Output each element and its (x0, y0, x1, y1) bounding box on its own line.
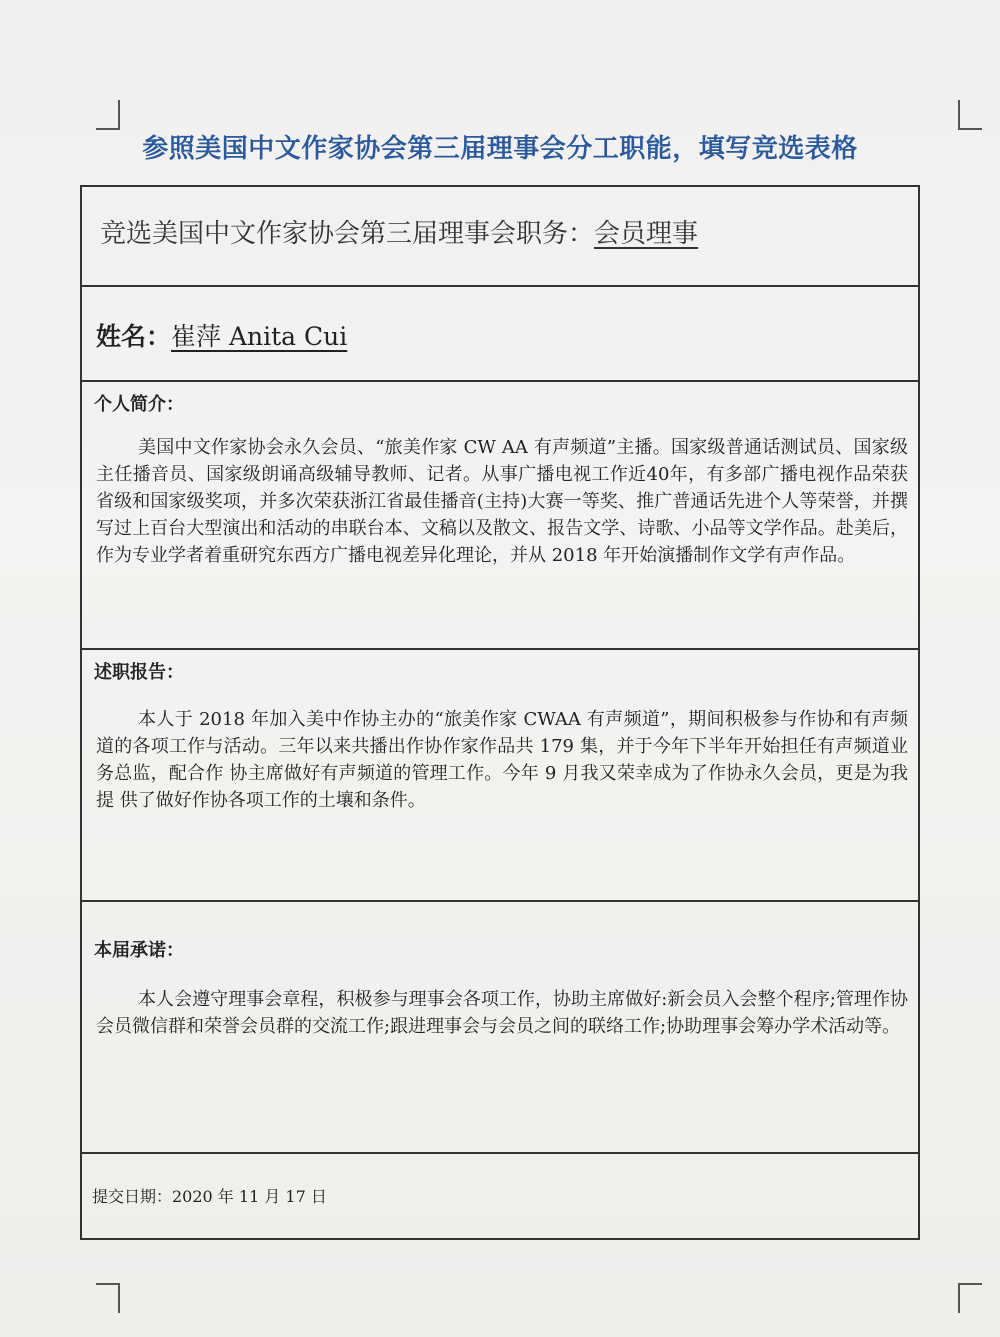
commitment-label: 本届承诺： (94, 940, 184, 961)
commitment-section (82, 902, 918, 1154)
crop-mark-top-right (958, 100, 982, 130)
name-value: 崔萍 Anita Cui (171, 322, 348, 351)
crop-mark-top-left (96, 100, 120, 130)
position-row (82, 187, 918, 287)
name-label: 姓名： (96, 322, 172, 351)
report-text: 本人于 2018 年加入美中作协主办的“旅美作家 CWAA 有声频道”，期间积极参与作协和有声频道的各项工作与活动。三年以来共播出作协作家作品共 179 集，并于今年下半年开始担任有声频道业务总监，配合作 协主席做好有声频道的管理工作。今年 9 月我又荣幸成为了作协永久会员，更是为我提 供了做好作协各项工作的土壤和条件。 (96, 709, 908, 811)
report-section (82, 650, 918, 902)
report-label: 述职报告： (94, 662, 184, 683)
crop-mark-bottom-right (958, 1283, 982, 1313)
position-label: 竞选美国中文作家协会第三届理事会职务： (100, 219, 595, 249)
name-line (96, 317, 347, 353)
form-title: 参照美国中文作家协会第三届理事会分工职能，填写竞选表格 (142, 134, 858, 164)
election-form-table (80, 185, 920, 1240)
position-value: 会员理事 (594, 219, 699, 249)
position-line (100, 213, 698, 250)
submission-date: 提交日期：2020 年 11 月 17 日 (92, 1187, 327, 1206)
crop-mark-bottom-left (96, 1283, 120, 1313)
bio-section (82, 382, 918, 650)
submission-row (82, 1154, 918, 1238)
commitment-text: 本人会遵守理事会章程，积极参与理事会各项工作，协助主席做好:新会员入会整个程序;管理作协会员微信群和荣誉会员群的交流工作;跟进理事会与会员之间的联络工作;协助理事会筹办学术活动等。 (96, 989, 908, 1037)
bio-text: 美国中文作家协会永久会员、“旅美作家 CW AA 有声频道”主播。国家级普通话测试员、国家级主任播音员、国家级朗诵高级辅导教师、记者。从事广播电视工作近40年，有多部广播电视作品荣获省级和国家级奖项，并多次荣获浙江省最佳播音(主持)大赛一等奖、推广普通话先进个人等荣誉，并撰写过上百台大型演出和活动的串联台本、文稿以及散文、报告文学、诗歌、小品等文学作品。赴美后，作为专业学者着重研究东西方广播电视差异化理论，并从 2018 年开始演播制作文学有声作品。 (96, 437, 908, 566)
name-row (82, 287, 918, 382)
bio-label: 个人简介： (94, 394, 184, 415)
